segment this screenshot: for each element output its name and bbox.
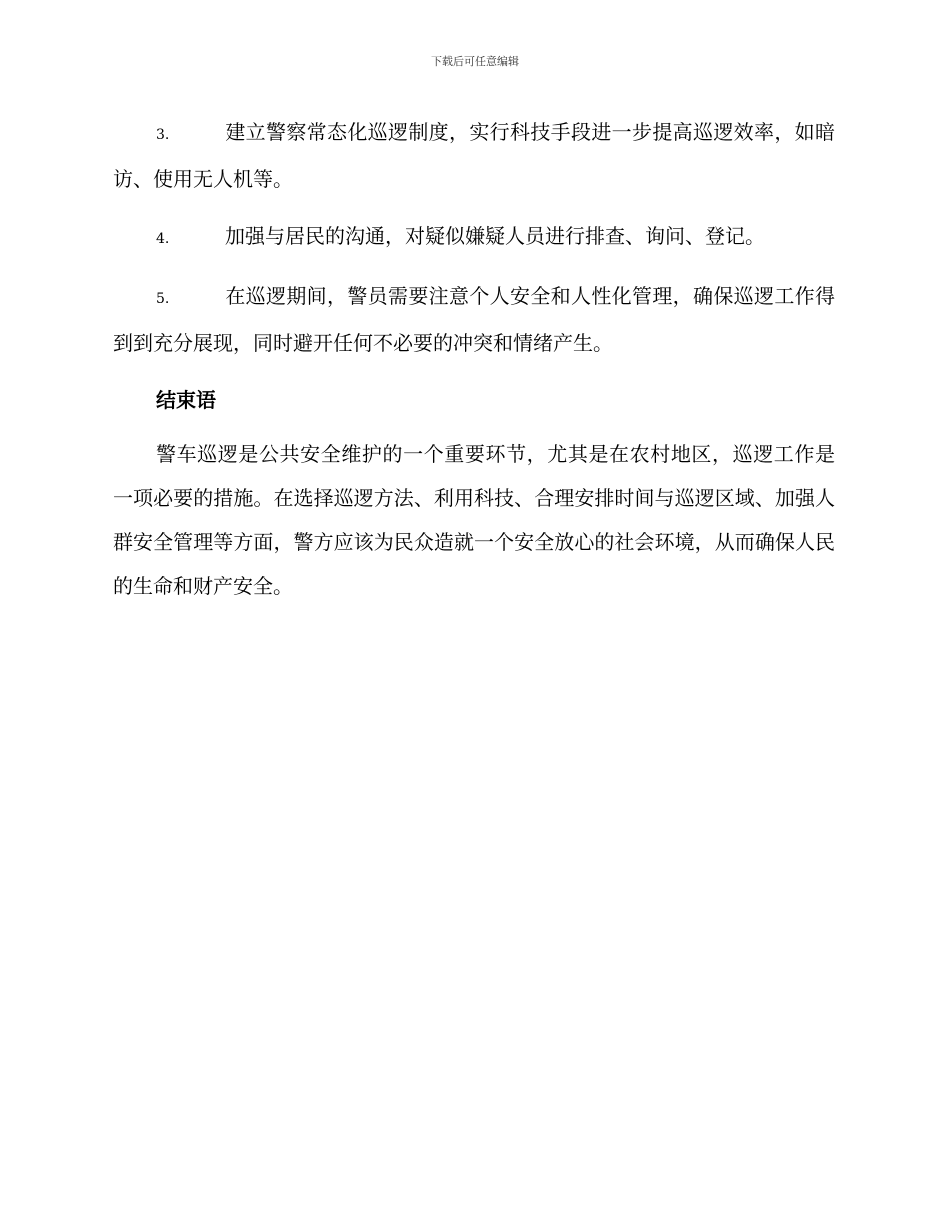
list-item <box>113 110 835 201</box>
section-heading: 结束语 <box>156 388 216 412</box>
list-item <box>113 214 835 261</box>
list-item-text: 建立警察常态化巡逻制度，实行科技手段进一步提高巡逻效率，如暗访、使用无人机等。 <box>113 120 835 191</box>
list-item-number: 5. <box>156 291 170 307</box>
list-item-text: 在巡逻期间，警员需要注意个人安全和人性化管理，确保巡逻工作得到到充分展现，同时避开任何不必要的冲突和情绪产生。 <box>113 284 835 355</box>
list-item-number: 4. <box>156 231 170 247</box>
document-body <box>113 110 835 608</box>
list-item-number: 3. <box>156 127 170 143</box>
page-header: 下载后可任意编辑 <box>431 55 519 68</box>
list-item-text: 加强与居民的沟通，对疑似嫌疑人员进行排查、询问、登记。 <box>225 224 765 248</box>
conclusion-paragraph: 警车巡逻是公共安全维护的一个重要环节，尤其是在农村地区，巡逻工作是一项必要的措施。在选择巡逻方法、利用科技、合理安排时间与巡逻区域、加强人群安全管理等方面，警方应该为民众造就一个安全放心的社会环境，从而确保人民的生命和财产安全。 <box>113 442 835 598</box>
list-item <box>113 274 835 365</box>
